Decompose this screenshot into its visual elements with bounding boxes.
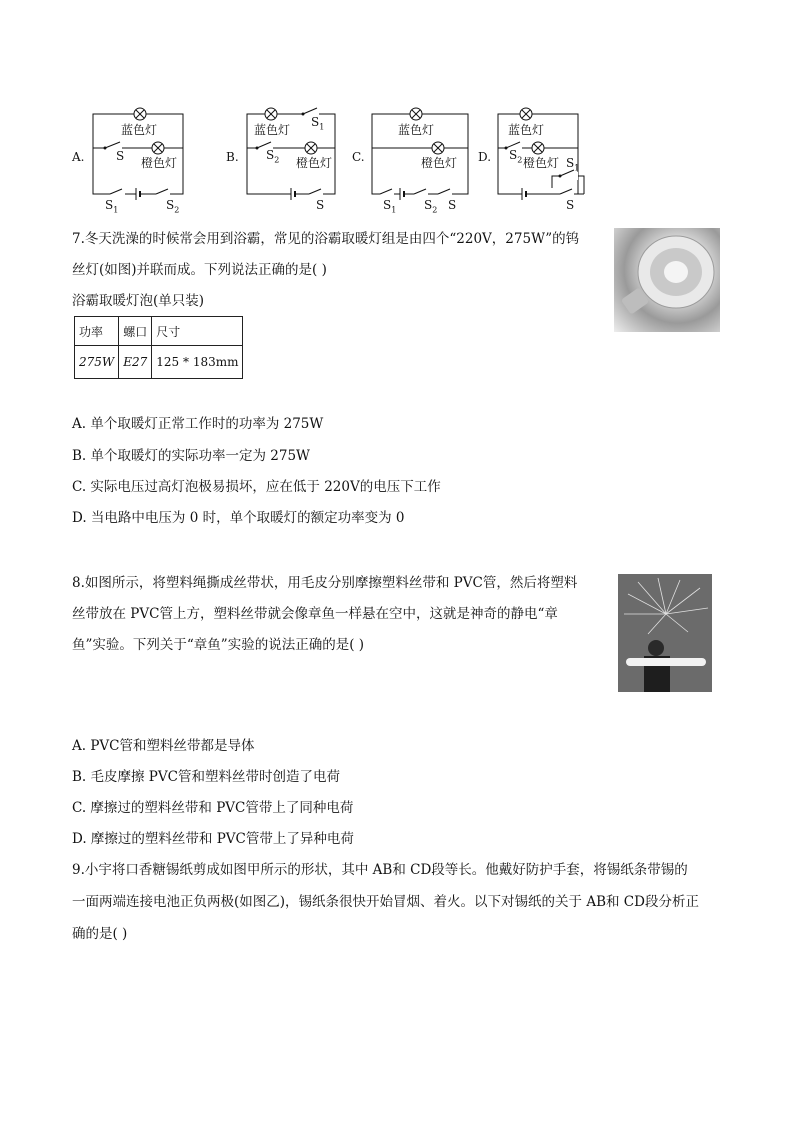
q7-stem-line-2: 丝灯(如图)并联而成。下列说法正确的是( ) [72, 262, 327, 278]
switch-label-s: S [316, 198, 325, 212]
q7-table-title: 浴霸取暖灯泡(单只装) [72, 293, 205, 309]
octopus-experiment-photo [618, 574, 712, 692]
orange-lamp-label: 橙色灯 [296, 156, 333, 170]
q8-option-a: A. PVC管和塑料丝带都是导体 [72, 738, 255, 754]
lamp-icon [532, 142, 544, 154]
table-header-cell: 尺寸 [152, 317, 243, 346]
q8-stem-line-1: 8.如图所示，将塑料绳撕成丝带状，用毛皮分别摩擦塑料丝带和 PVC管，然后将塑料 [72, 575, 578, 591]
option-label-c: C. [352, 150, 365, 164]
option-label-d: D. [478, 150, 492, 164]
q8-option-d: D. 摩擦过的塑料丝带和 PVC管带上了异种电荷 [72, 831, 354, 847]
switch-label-s: S [566, 198, 575, 212]
lamp-icon [265, 108, 277, 120]
switch-label-s1: $S_1$ [383, 198, 397, 215]
table-cell: 125 * 183mm [152, 346, 243, 379]
heat-lamp-photo [614, 228, 720, 332]
switch-label-s1: $S_1$ [311, 115, 325, 132]
orange-lamp-label: 橙色灯 [523, 156, 560, 170]
switch-label-s1: $S_1$ [566, 156, 580, 173]
q9-stem-line-3: 确的是( ) [72, 926, 128, 942]
switch-label-s: S [448, 198, 457, 212]
q7-spec-table [74, 316, 243, 379]
blue-lamp-label: 蓝色灯 [508, 123, 545, 137]
blue-lamp-label: 蓝色灯 [398, 123, 435, 137]
q7-option-d: D. 当电路中电压为 0 时，单个取暖灯的额定功率变为 0 [72, 510, 405, 526]
switch-label-s2: $S_2$ [266, 148, 280, 165]
table-cell: E27 [119, 346, 152, 379]
orange-lamp-label: 橙色灯 [421, 156, 458, 170]
lamp-icon [305, 142, 317, 154]
blue-lamp-label: 蓝色灯 [254, 123, 291, 137]
q7-option-a: A. 单个取暖灯正常工作时的功率为 275W [72, 416, 324, 432]
lamp-icon [134, 108, 146, 120]
lamp-icon [432, 142, 444, 154]
q7-stem-line-1: 7.冬天洗澡的时候常会用到浴霸，常见的浴霸取暖灯组是由四个“220V，275W”的钨 [72, 231, 580, 247]
lamp-icon [152, 142, 164, 154]
table-row [75, 317, 243, 346]
option-label-a: A. [72, 150, 85, 164]
switch-label-s2: $S_2$ [424, 198, 438, 215]
q7-option-c: C. 实际电压过高灯泡极易损坏，应在低于 220V的电压下工作 [72, 479, 441, 495]
orange-lamp-label: 橙色灯 [141, 156, 178, 170]
switch-label-s2: $S_2$ [166, 198, 180, 215]
q7-option-b: B. 单个取暖灯的实际功率一定为 275W [72, 448, 310, 464]
q8-option-b: B. 毛皮摩擦 PVC管和塑料丝带时创造了电荷 [72, 769, 340, 785]
q8-stem-line-3: 鱼”实验。下列关于“章鱼”实验的说法正确的是( ) [72, 637, 365, 653]
lamp-icon [410, 108, 422, 120]
lamp-icon [520, 108, 532, 120]
option-label-b: B. [226, 150, 239, 164]
q8-option-c: C. 摩擦过的塑料丝带和 PVC管带上了同种电荷 [72, 800, 354, 816]
switch-label-s1: $S_1$ [105, 198, 119, 215]
table-header-cell: 功率 [75, 317, 119, 346]
q9-stem-line-1: 9.小宇将口香糖锡纸剪成如图甲所示的形状，其中 AB和 CD段等长。他戴好防护手套，将锡纸条带锡的 [72, 862, 688, 878]
table-row [75, 346, 243, 379]
blue-lamp-label: 蓝色灯 [121, 123, 158, 137]
switch-label-s2: $S_2$ [509, 148, 523, 165]
switch-label-s: S [116, 149, 125, 163]
table-header-cell: 螺口 [119, 317, 152, 346]
q8-stem-line-2: 丝带放在 PVC管上方，塑料丝带就会像章鱼一样悬在空中，这就是神奇的静电“章 [72, 606, 558, 622]
table-cell: 275W [75, 346, 119, 379]
q9-stem-line-2: 一面两端连接电池正负两极(如图乙)，锡纸条很快开始冒烟、着火。以下对锡纸的关于 AB和 CD段分析正 [72, 894, 699, 910]
